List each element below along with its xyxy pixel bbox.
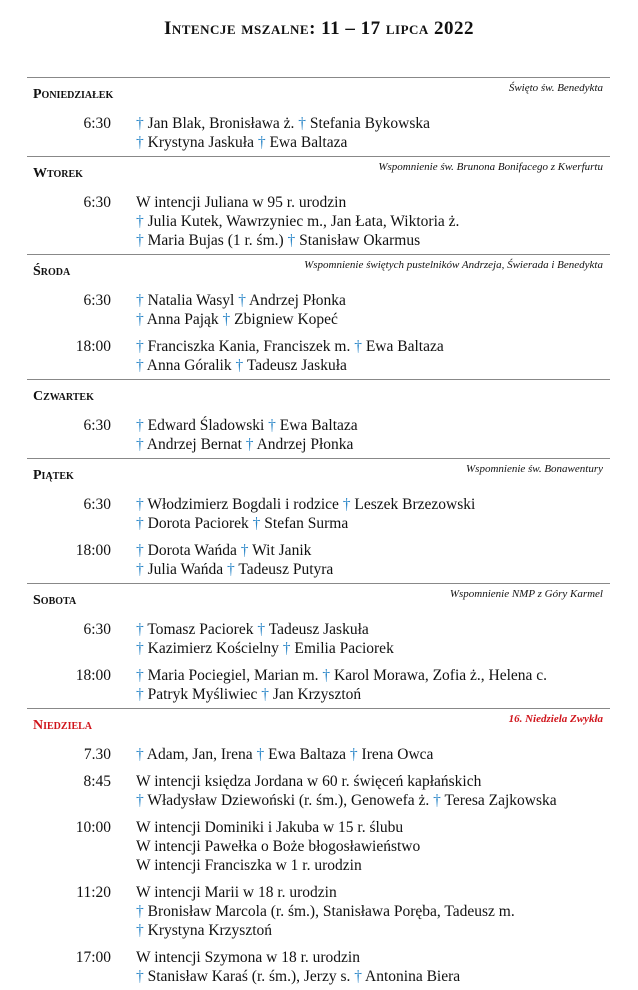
- mass-row: [27, 666, 610, 704]
- intention-line: [136, 948, 460, 967]
- cross-icon: †: [349, 746, 358, 763]
- mass-row: [27, 193, 610, 250]
- intention-text: Teresa Zajkowska: [444, 792, 557, 809]
- intention-text: Włodzimierz Bogdali i rodzice: [147, 496, 339, 513]
- intention-line: [136, 356, 444, 375]
- cross-icon: †: [222, 311, 231, 328]
- mass-row: [27, 883, 610, 940]
- feast-label: Wspomnienie św. Brunona Bonifacego z Kwerfurtu: [378, 161, 603, 173]
- mass-row: [27, 114, 610, 152]
- cross-icon: †: [136, 621, 144, 638]
- intention-text: W intencji Dominiki i Jakuba w 15 r. ślubu: [136, 819, 404, 836]
- intention-text: Bronisław Marcola (r. śm.), Stanisława Poręba, Tadeusz m.: [147, 903, 515, 920]
- intention-text: Anna Pająk: [146, 311, 219, 328]
- intention-line: [136, 416, 358, 435]
- cross-icon: †: [136, 436, 144, 453]
- cross-icon: †: [282, 640, 291, 657]
- mass-row: [27, 416, 610, 454]
- intention-text: Zbigniew Kopeć: [234, 311, 338, 328]
- cross-icon: †: [136, 232, 144, 249]
- intention-text: Kazimierz Kościelny: [147, 640, 279, 657]
- intention-line: [136, 772, 557, 791]
- day-section: [27, 458, 610, 583]
- intention-text: Irena Owca: [361, 746, 434, 763]
- day-header: [27, 584, 610, 620]
- intention-text: Krystyna Jaskuła: [147, 134, 254, 151]
- mass-time: 11:20: [76, 884, 111, 901]
- mass-row: [27, 772, 610, 810]
- mass-time: 6:30: [83, 417, 111, 434]
- intention-line: [136, 291, 346, 310]
- intention-text: Stanisław Okarmus: [299, 232, 421, 249]
- mass-row: [27, 337, 610, 375]
- intention-line: [136, 856, 420, 875]
- intention-text: Stefan Surma: [264, 515, 349, 532]
- cross-icon: †: [136, 357, 144, 374]
- day-header: [27, 255, 610, 291]
- cross-icon: †: [136, 640, 144, 657]
- cross-icon: †: [433, 792, 441, 809]
- cross-icon: †: [245, 436, 254, 453]
- intention-line: [136, 114, 430, 133]
- intention-text: Julia Kutek, Wawrzyniec m., Jan Łata, Wiktoria ż.: [147, 213, 460, 230]
- intention-text: Tadeusz Putyra: [238, 561, 334, 578]
- intention-text: Władysław Dziewoński (r. śm.), Genowefa ż.: [147, 792, 430, 809]
- mass-row: [27, 541, 610, 579]
- intention-line: [136, 685, 547, 704]
- intention-line: [136, 212, 459, 231]
- cross-icon: †: [136, 667, 144, 684]
- day-section: [27, 254, 610, 379]
- intention-text: Ewa Baltaza: [365, 338, 444, 355]
- intention-line: [136, 435, 358, 454]
- cross-icon: †: [136, 922, 144, 939]
- cross-icon: †: [261, 686, 270, 703]
- mass-row: [27, 745, 610, 764]
- intentions: [136, 666, 547, 704]
- intention-line: [136, 902, 515, 921]
- cross-icon: †: [136, 792, 144, 809]
- cross-icon: †: [252, 515, 261, 532]
- cross-icon: †: [342, 496, 351, 513]
- feast-label: Wspomnienie św. Bonawentury: [466, 463, 603, 475]
- intention-text: W intencji księdza Jordana w 60 r. święceń kapłańskich: [136, 773, 482, 790]
- cross-icon: †: [136, 561, 144, 578]
- intentions: [136, 114, 430, 152]
- day-section: [27, 77, 610, 156]
- intention-line: [136, 495, 475, 514]
- mass-time: 18:00: [75, 542, 111, 559]
- cross-icon: †: [136, 686, 144, 703]
- intentions: [136, 541, 333, 579]
- day-section: [27, 156, 610, 254]
- day-name: Poniedziałek: [33, 87, 114, 102]
- cross-icon: †: [136, 746, 144, 763]
- intention-text: Dorota Paciorek: [147, 515, 249, 532]
- day-section: [27, 379, 610, 458]
- intention-text: Jan Krzysztoń: [272, 686, 362, 703]
- cross-icon: †: [136, 338, 144, 355]
- intention-text: Tomasz Paciorek: [147, 621, 254, 638]
- intention-text: Leszek Brzezowski: [354, 496, 476, 513]
- intention-text: Franciszka Kania, Franciszek m.: [147, 338, 351, 355]
- intention-text: Anna Góralik: [146, 357, 232, 374]
- mass-time: 18:00: [75, 667, 111, 684]
- cross-icon: †: [136, 311, 144, 328]
- intention-text: Stefania Bykowska: [309, 115, 431, 132]
- intention-line: [136, 133, 430, 152]
- intention-line: [136, 620, 394, 639]
- cross-icon: †: [298, 115, 307, 132]
- intention-text: W intencji Marii w 18 r. urodzin: [136, 884, 337, 901]
- intentions: [136, 745, 433, 764]
- intention-text: W intencji Juliana w 95 r. urodzin: [136, 194, 347, 211]
- mass-time: 6:30: [83, 292, 111, 309]
- mass-time: 6:30: [83, 496, 111, 513]
- intention-line: [136, 231, 459, 250]
- intention-line: [136, 541, 333, 560]
- cross-icon: †: [354, 338, 362, 355]
- intentions: [136, 620, 394, 658]
- intention-text: Wit Janik: [252, 542, 312, 559]
- cross-icon: †: [136, 115, 144, 132]
- intention-line: [136, 193, 459, 212]
- cross-icon: †: [287, 232, 296, 249]
- day-name: Czwartek: [33, 389, 94, 404]
- mass-row: [27, 291, 610, 329]
- mass-time: 17:00: [75, 949, 111, 966]
- feast-label: Święto św. Benedykta: [508, 82, 603, 94]
- intention-line: [136, 666, 547, 685]
- intentions: [136, 883, 515, 940]
- cross-icon: †: [136, 417, 144, 434]
- cross-icon: †: [256, 746, 265, 763]
- intention-text: Emilia Paciorek: [294, 640, 394, 657]
- mass-row: [27, 620, 610, 658]
- intention-text: Dorota Wańda: [147, 542, 237, 559]
- feast-label: Wspomnienie świętych pustelników Andrzeja, Świerada i Benedykta: [304, 259, 603, 271]
- intention-line: [136, 921, 515, 940]
- intention-text: Antonina Biera: [365, 968, 461, 985]
- intention-text: Jan Blak, Bronisława ż.: [147, 115, 295, 132]
- feast-label: 16. Niedziela Zwykła: [508, 713, 603, 725]
- cross-icon: †: [136, 903, 144, 920]
- cross-icon: †: [136, 496, 144, 513]
- intention-text: Ewa Baltaza: [269, 134, 348, 151]
- cross-icon: †: [238, 292, 246, 309]
- intention-line: [136, 883, 515, 902]
- day-name: Niedziela: [33, 718, 93, 733]
- cross-icon: †: [136, 292, 144, 309]
- intention-text: Edward Śladowski: [147, 417, 265, 434]
- intention-text: Maria Bujas (1 r. śm.): [147, 232, 284, 249]
- intentions: [136, 818, 420, 875]
- intentions: [136, 291, 346, 329]
- mass-time: 6:30: [83, 115, 111, 132]
- day-name: Sobota: [33, 593, 77, 608]
- intention-text: W intencji Franciszka w 1 r. urodzin: [136, 857, 362, 874]
- intentions: [136, 337, 444, 375]
- intention-line: [136, 791, 557, 810]
- cross-icon: †: [235, 357, 244, 374]
- intentions: [136, 416, 358, 454]
- mass-row: [27, 948, 610, 986]
- day-section: [27, 708, 610, 990]
- day-header: [27, 78, 610, 114]
- cross-icon: †: [136, 542, 144, 559]
- intentions: [136, 948, 460, 986]
- intention-text: Adam, Jan, Irena: [146, 746, 253, 763]
- cross-icon: †: [257, 621, 266, 638]
- intention-line: [136, 310, 346, 329]
- intention-text: Maria Pociegiel, Marian m.: [147, 667, 319, 684]
- cross-icon: †: [227, 561, 235, 578]
- cross-icon: †: [136, 515, 144, 532]
- intentions: [136, 193, 459, 250]
- intentions: [136, 495, 475, 533]
- day-section: [27, 583, 610, 708]
- intention-line: [136, 560, 333, 579]
- day-header: [27, 709, 610, 745]
- mass-time: 6:30: [83, 194, 111, 211]
- intention-line: [136, 837, 420, 856]
- day-header: [27, 157, 610, 193]
- cross-icon: †: [136, 213, 144, 230]
- day-header: [27, 459, 610, 495]
- mass-time: 10:00: [75, 819, 111, 836]
- intention-text: Andrzej Płonka: [248, 292, 346, 309]
- intention-text: Andrzej Płonka: [256, 436, 354, 453]
- intention-text: W intencji Szymona w 18 r. urodzin: [136, 949, 360, 966]
- intention-line: [136, 337, 444, 356]
- mass-time: 18:00: [75, 338, 111, 355]
- mass-time: 6:30: [83, 621, 111, 638]
- intention-line: [136, 514, 475, 533]
- intention-text: Stanisław Karaś (r. śm.), Jerzy s.: [147, 968, 351, 985]
- mass-time: 7.30: [83, 746, 111, 763]
- cross-icon: †: [240, 542, 249, 559]
- feast-label: Wspomnienie NMP z Góry Karmel: [449, 588, 603, 600]
- intention-text: Tadeusz Jaskuła: [246, 357, 347, 374]
- cross-icon: †: [257, 134, 266, 151]
- cross-icon: †: [136, 134, 144, 151]
- cross-icon: †: [136, 968, 144, 985]
- day-name: Piątek: [33, 468, 74, 483]
- intention-text: Ewa Baltaza: [268, 746, 347, 763]
- intention-text: Natalia Wasyl: [147, 292, 235, 309]
- intention-line: [136, 818, 420, 837]
- intention-line: [136, 639, 394, 658]
- intention-text: Patryk Myśliwiec: [147, 686, 258, 703]
- intention-text: Karol Morawa, Zofia ż., Helena c.: [334, 667, 548, 684]
- mass-time: 8:45: [83, 773, 111, 790]
- intention-text: Ewa Baltaza: [279, 417, 358, 434]
- intention-line: [136, 967, 460, 986]
- cross-icon: †: [322, 667, 331, 684]
- intention-text: W intencji Pawełka o Boże błogosławieństwo: [136, 838, 421, 855]
- intention-text: Krystyna Krzysztoń: [147, 922, 273, 939]
- intention-text: Julia Wańda: [147, 561, 224, 578]
- day-name: Środa: [33, 264, 71, 279]
- cross-icon: †: [268, 417, 276, 434]
- day-header: [27, 380, 610, 416]
- intention-text: Andrzej Bernat: [146, 436, 242, 453]
- cross-icon: †: [354, 968, 362, 985]
- day-name: Wtorek: [33, 166, 83, 181]
- intention-text: Tadeusz Jaskuła: [268, 621, 369, 638]
- mass-row: [27, 495, 610, 533]
- days-list: [27, 77, 610, 990]
- intentions: [136, 772, 557, 810]
- page-title: Intencje mszalne: 11 – 17 lipca 2022: [163, 18, 475, 39]
- mass-row: [27, 818, 610, 875]
- intention-line: [136, 745, 433, 764]
